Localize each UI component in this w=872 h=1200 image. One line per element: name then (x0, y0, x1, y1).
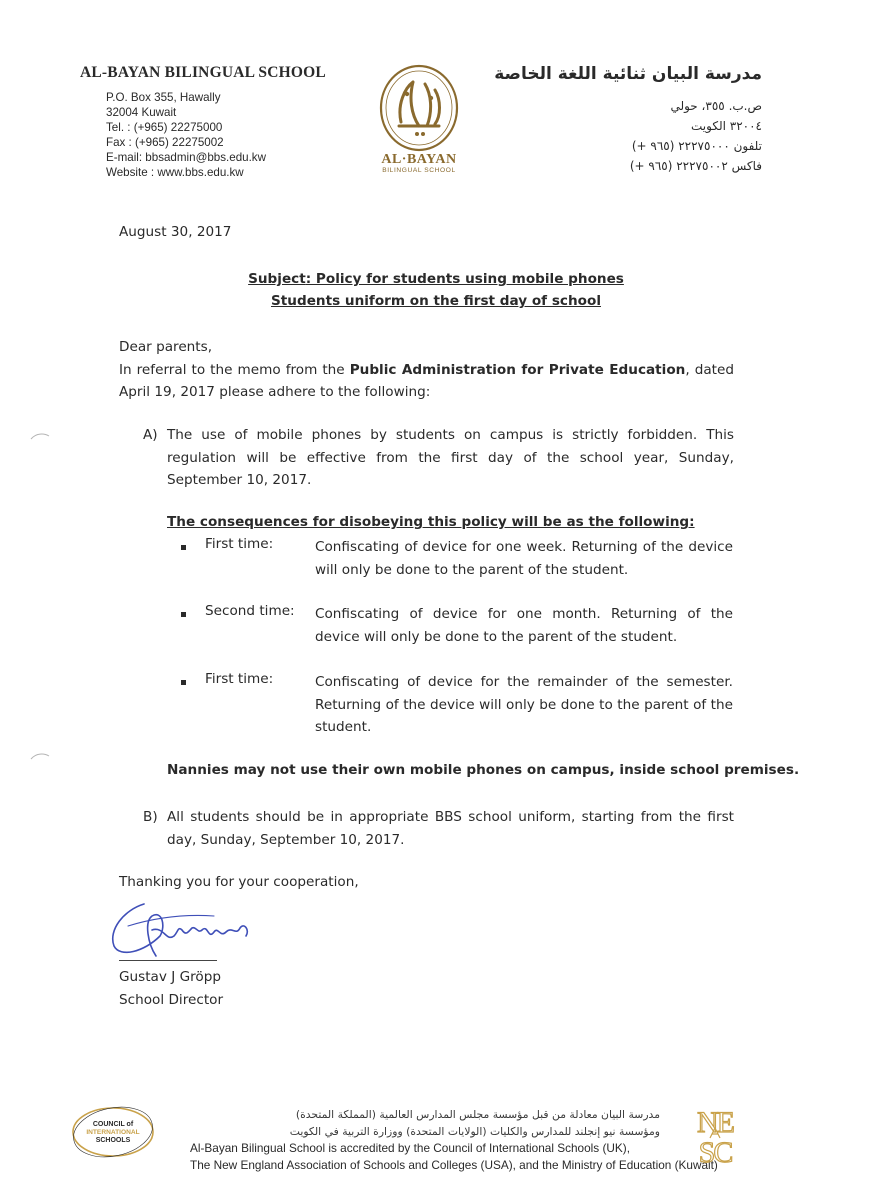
item-letter: A) (143, 427, 158, 443)
cis-logo-icon (68, 1102, 158, 1162)
accreditation-en (190, 1140, 718, 1174)
address-line: 32004 Kuwait (106, 106, 177, 119)
phone-line: Tel. : (+965) 22275000 (106, 121, 223, 134)
consequences-heading: The consequences for disobeying this policy will be as the following: (167, 514, 695, 530)
bullet-icon (181, 545, 186, 550)
greeting: Dear parents, (119, 339, 213, 355)
consequence-label: Second time: (205, 603, 295, 619)
fax-line-ar: فاكس ٢٢٢٧٥٠٠٢ (٩٦٥ +) (629, 159, 762, 173)
subject-text-1: : Policy for students using mobile phones (305, 271, 624, 287)
phone-line-ar: تلفون ٢٢٢٧٥٠٠٠ (٩٦٥ +) (631, 139, 762, 153)
school-address-ar (630, 96, 762, 176)
school-name-en: AL-BAYAN BILINGUAL SCHOOL (80, 64, 326, 81)
nannies-note: Nannies may not use their own mobile phones on campus, inside school premises. (167, 762, 800, 778)
subject-label: Subject (248, 271, 306, 287)
accreditation-line-ar: مدرسة البيان معادلة من قبل مؤسسة مجلس المدارس العالمية (المملكة المتحدة) (295, 1108, 660, 1121)
accreditation-line-ar: ومؤسسة نيو إنجلند للمدارس والكليات (الولايات المتحدة) ووزارة التربية في الكويت (289, 1125, 660, 1138)
scan-mark-icon (30, 432, 50, 440)
bullet-icon (181, 680, 186, 685)
svg-text:SC: SC (698, 1136, 732, 1168)
closing-line: Thanking you for your cooperation, (119, 874, 359, 890)
item-text: The use of mobile phones by students on campus is strictly forbidden. This regulation will be effective from the first day of the school year, Sunday, September 10, 2017. (167, 427, 734, 488)
subject-line-1 (0, 268, 872, 290)
subject-text-2: Students uniform on the first day of school (271, 293, 601, 309)
signatory (119, 966, 223, 1011)
school-address-en (106, 90, 266, 180)
accreditation-ar (290, 1106, 660, 1140)
intro-text-end: , dated April 19, 2017 please adhere to the following: (119, 361, 734, 400)
intro-text (119, 359, 734, 404)
cis-logo-line: COUNCIL of (92, 1121, 134, 1128)
address-line-ar: ٣٢٠٠٤ الكويت (691, 119, 762, 133)
email-line: E-mail: bbsadmin@bbs.edu.kw (106, 151, 266, 164)
letter-subject (0, 268, 872, 312)
cis-logo-line: INTERNATIONAL (86, 1129, 140, 1136)
item-text: All students should be in appropriate BBS school uniform, starting from the first day, Sunday, September 10, 2017. (167, 809, 734, 848)
signature-line (119, 960, 217, 961)
consequence-text: Confiscating of device for one week. Returning of the device will only be done to the parent of the student. (315, 539, 733, 578)
bullet-icon (181, 612, 186, 617)
logo-subtitle: BILINGUAL SCHOOL (382, 167, 456, 174)
logo-name: AL·BAYAN (381, 152, 457, 167)
school-name-ar: مدرسة البيان ثنائية اللغة الخاصة (494, 64, 762, 84)
scan-mark-icon (30, 752, 50, 760)
address-line: P.O. Box 355, Hawally (106, 91, 221, 104)
website-line: Website : www.bbs.edu.kw (106, 166, 244, 179)
signatory-name: Gustav J Gröpp (119, 969, 221, 985)
consequence-text: Confiscating of device for one month. Returning of the device will only be done to the parent of the student. (315, 606, 733, 645)
intro-paragraph (119, 336, 734, 404)
item-letter: B) (143, 809, 158, 825)
neasc-logo-icon (680, 1104, 750, 1168)
address-line-ar: ص.ب. ٣٥٥، حولي (670, 99, 762, 113)
consequence-label: First time: (205, 536, 274, 552)
signatory-title: School Director (119, 991, 224, 1008)
intro-text-start: In referral to the memo from the (119, 361, 350, 378)
signature-icon (104, 896, 264, 966)
subject-line-2 (0, 290, 872, 312)
logo-wordmark (371, 152, 467, 174)
consequence-label: First time: (205, 671, 274, 687)
consequence-text: Confiscating of device for the remainder of the semester. Returning of the device will only be done to the parent of the student. (315, 674, 733, 735)
accreditation-line-en: The New England Association of Schools and Colleges (USA), and the Ministry of Education (Kuwait) (190, 1158, 718, 1172)
intro-authority: Public Administration for Private Education (349, 361, 686, 378)
svg-text:NE: NE (697, 1106, 733, 1139)
letter-date: August 30, 2017 (119, 224, 232, 240)
cis-logo-line: SCHOOLS (95, 1137, 131, 1144)
fax-line: Fax : (+965) 22275002 (106, 136, 224, 149)
accreditation-line-en: Al-Bayan Bilingual School is accredited by the Council of International Schools (UK), (190, 1141, 630, 1155)
